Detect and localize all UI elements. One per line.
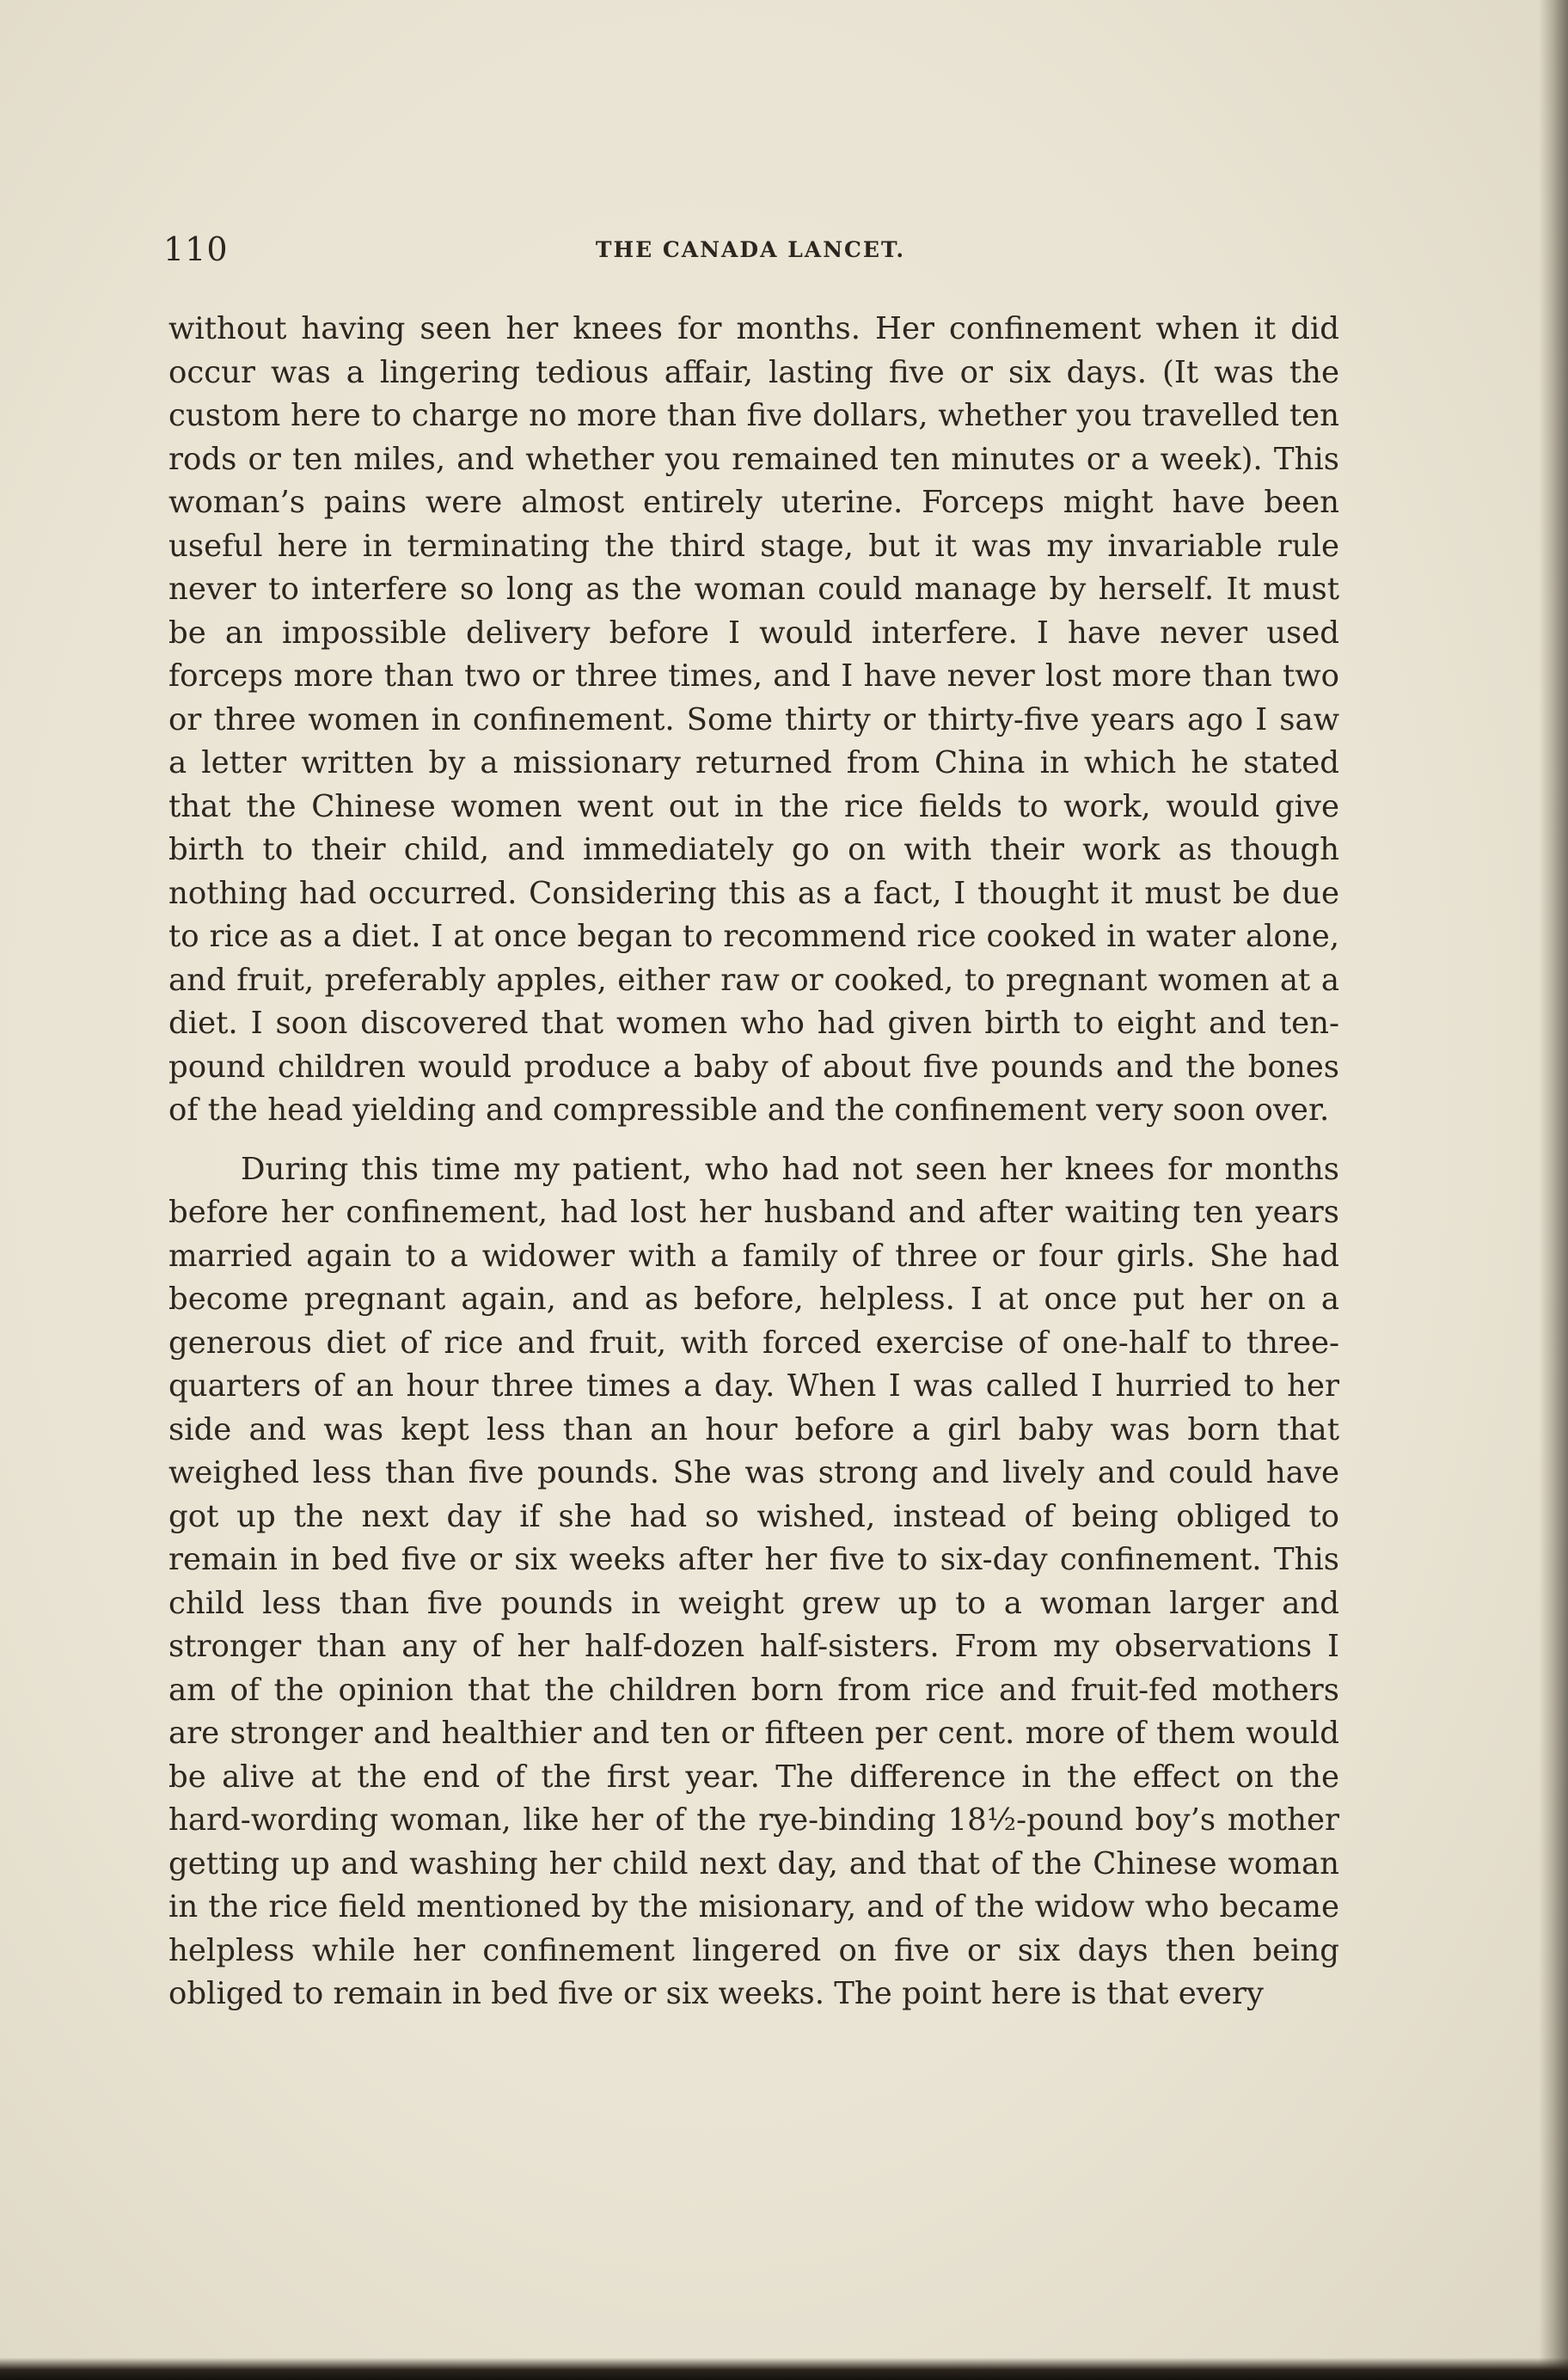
page-number: 110	[163, 230, 229, 268]
page-header	[163, 230, 1338, 273]
paragraph-2: During this time my patient, who had not seen her knees for months before her confinement, had lost her husband and after waiting ten years married again to a widower with a family of three or four girls. She had become pregnant again, and as before, helpless. I at once put her on a generous diet of rice and fruit, with forced exercise of one-half to three-quarters of an hour three times a day. When I was called I hurried to her side and was kept less than an hour before a girl baby was born that weighed less than five pounds. She was strong and lively and could have got up the next day if she had so wished, instead of being obliged to remain in bed five or six weeks after her five to six-day confinement. This child less than five pounds in weight grew up to a woman larger and stronger than any of her half-dozen half-sisters. From my observations I am of the opinion that the children born from rice and fruit-fed mothers are stronger and healthier and ten or fifteen per cent. more of them would be alive at the end of the first year. The difference in the effect on the hard-wording woman, like her of the rye-binding 18½-pound boy’s mother getting up and washing her child next day, and that of the Chinese woman in the rice field mentioned by the misionary, and of the widow who became helpless while her confinement lingered on five or six days then being obliged to remain in bed five or six weeks. The point here is that every	[168, 1151, 1339, 2011]
paragraph-1: without having seen her knees for months. Her confinement when it did occur was a lingering tedious affair, lasting five or six days. (It was the custom here to charge no more than five dollars, whether you travelled ten rods or ten miles, and whether you remained ten minutes or a week). This woman’s pains were almost entirely uterine. Forceps might have been useful here in terminating the third stage, but it was my invariable rule never to interfere so long as the woman could manage by herself. It must be an impossible delivery before I would interfere. I have never used forceps more than two or three times, and I have never lost more than two or three women in confinement. Some thirty or thirty-five years ago I saw a letter written by a missionary returned from China in which he stated that the Chinese women went out in the rice fields to work, would give birth to their child, and immediately go on with their work as though nothing had occurred. Considering this as a fact, I thought it must be due to rice as a diet. I at once began to recommend rice cooked in water alone, and fruit, preferably apples, either raw or cooked, to pregnant women at a diet. I soon discovered that women who had given birth to eight and ten-pound children would produce a baby of about five pounds and the bones of the head yielding and compressible and the confinement very soon over.	[168, 311, 1339, 1128]
page-right-edge-shadow	[1539, 0, 1568, 2380]
running-title: THE CANADA LANCET.	[595, 237, 906, 262]
body-text	[168, 308, 1339, 2016]
page-bottom-edge-shadow	[0, 2358, 1568, 2380]
